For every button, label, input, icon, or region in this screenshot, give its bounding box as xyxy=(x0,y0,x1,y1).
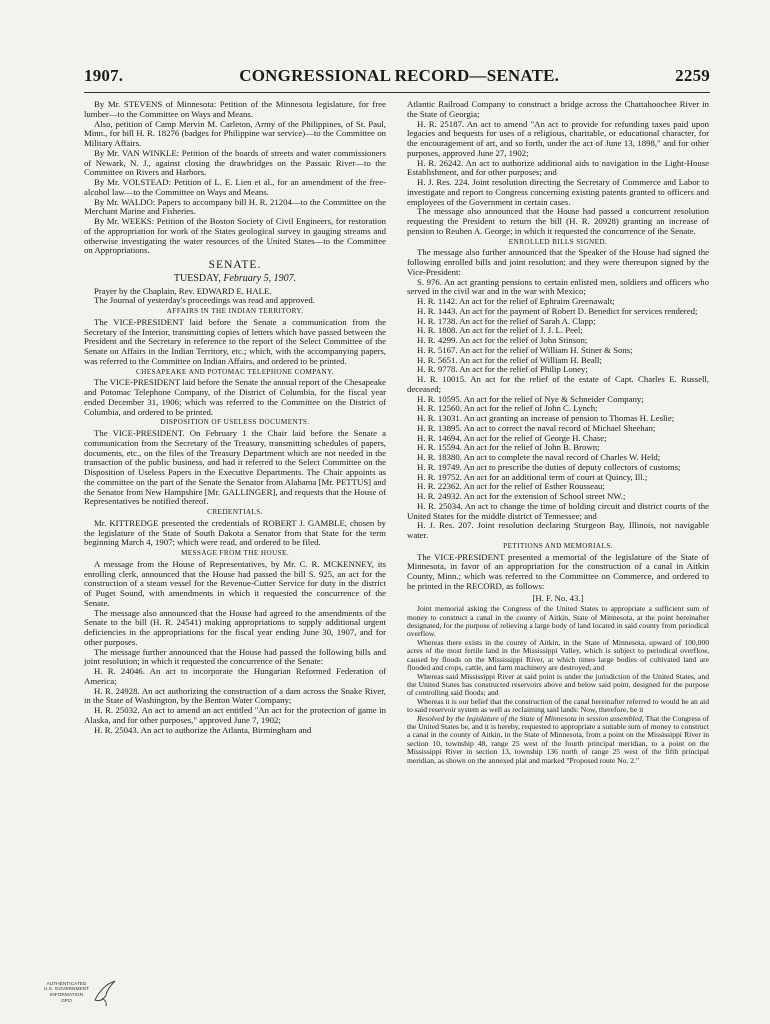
paragraph: H. R. 24928. An act authorizing the construction of a dam across the Snake River, in the State of Washington, by the Benton Water Company; xyxy=(84,685,386,706)
header-title: CONGRESSIONAL RECORD—SENATE. xyxy=(239,66,560,85)
list-item: H. R. 4299. An act for the relief of John Stinson; xyxy=(417,335,588,345)
paragraph: The message further announced that the House had passed the following bills and joint resolution; in which it requested the concurrence of the Senate: xyxy=(84,646,386,667)
paragraph: H. R. 24046. An act to incorporate the Hungarian Reformed Federation of America; xyxy=(84,666,386,686)
list-item: H. R. 10595. An act for the relief of Nye & Schneider Company; xyxy=(417,393,644,404)
list-item: H. R. 14694. An act for the relief of George H. Chase; xyxy=(417,432,607,443)
list-item: H. R. 1443. An act for the payment of Robert D. Benedict for services rendered; xyxy=(417,305,698,316)
senate-heading: SENATE. xyxy=(208,259,262,271)
eagle-icon xyxy=(92,978,118,1008)
list-item: H. R. 5167. An act for the relief of William H. Stiner & Sons; xyxy=(417,344,633,355)
list-item: H. R. 18380. An act to complete the naval record of Charles W. Held; xyxy=(417,452,661,462)
list-item: H. R. 5651. An act for the relief of William H. Beall; xyxy=(417,354,602,365)
section-heading: AFFAIRS IN THE INDIAN TERRITORY. xyxy=(166,307,304,315)
list-item: H. R. 10015. An act for the relief of the estate of Capt. Charles E. Russell, deceased; xyxy=(407,374,709,394)
paragraph: Atlantic Railroad Company to construct a bridge across the Chattahoochee River in the State of Georgia; xyxy=(407,99,709,119)
paragraph: Whereas it is our belief that the construction of the canal hereinafter referred to would be an aid to said reservoir system as well as reclaiming said lands: Now, therefore, be it xyxy=(407,696,709,715)
paragraph: By Mr. STEVENS of Minnesota: Petition of the Minnesota legislature, for free lumber—to the Committee on Ways and Means. xyxy=(84,99,386,119)
section-heading: CREDENTIALS. xyxy=(207,508,263,516)
right-column xyxy=(407,100,709,765)
header-page-number: 2259 xyxy=(675,66,710,85)
paragraph: H. R. 25187. An act to amend "An act to provide for refunding taxes paid upon legacies and bequests for uses of a religious, charitable, or educational character, for the encouragement of art, and so forth, under the act of June 13, 1898," and for other purposes, approved June 27, 1902; xyxy=(407,118,709,158)
list-item: H. R. 1738. An act for the relief of Sarah A. Clapp; xyxy=(417,315,596,326)
list-item: H. R. 9778. An act for the relief of Philip Loney; xyxy=(417,364,588,375)
left-column xyxy=(84,100,386,735)
paragraph: The VICE-PRESIDENT presented a memorial of the legislature of the State of Minnesota, in favor of an appropriation for the construction of a canal in Aitkin County, Minn.; which was referred to the Committee on Commerce, and ordered to be printed in the RECORD, as follows: xyxy=(407,551,709,591)
paragraph: H. R. 26242. An act to authorize additional aids to navigation in the Light-House Establishment, and for other purposes; and xyxy=(407,157,709,178)
section-heading: CHESAPEAKE AND POTOMAC TELEPHONE COMPANY. xyxy=(135,367,335,376)
paragraph: By Mr. WALDO: Papers to accompany bill H. R. 21204—to the Committee on the Merchant Marine and Fisheries. xyxy=(84,196,386,217)
list-item: H. R. 13031. An act granting an increase of pension to Thomas H. Leslie; xyxy=(417,413,675,423)
paragraph: H. R. 25043. An act to authorize the Atlanta, Birmingham and xyxy=(94,724,312,735)
paragraph: By Mr. WEEKS: Petition of the Boston Society of Civil Engineers, for restoration of the appropriation for work of the States geological survey in gauging streams and otherwise investigating the water resources of the United States—to the Committee on Appropriations. xyxy=(84,216,386,256)
list-item: H. R. 1808. An act for the relief of J. J. L. Peel; xyxy=(417,325,583,336)
paragraph: Resolved by the legislature of the State of Minnesota in session assembled, That the Congress of the United States be, and it is hereby, requested to appropriate a suitable sum of money to construct a canal in the county of Aitkin, in the State of Minnesota, from a point on the Mississippi River in section 10, township 48, range 25 west of the fourth principal meridian, to a point on the Mississippi River in section 13, township 136 north of range 25 west of the fifth principal meridian, as shown on the annexed plat and marked "Proposed route No. 2." xyxy=(407,713,709,765)
paragraph: The message also further announced that the Speaker of the House had signed the following enrolled bills and joint resolution; and they were thereupon signed by the Vice-President: xyxy=(407,247,709,277)
session-date: TUESDAY, February 5, 1907. xyxy=(173,272,297,284)
paragraph: The VICE-PRESIDENT laid before the Senate a communication from the Secretary of the Interior, transmitting copies of letters which have passed between the President and the Secretary in reference to the report of the Select Committee of the Senate on Affairs in the Indian Territory, etc.; which, with the accompanying papers, was referred to the Committee on Indian Affairs, and ordered to be printed. xyxy=(84,316,386,366)
list-item: H. R. 1142. An act for the relief of Ephraim Greenawalt; xyxy=(417,296,615,306)
paragraph: The VICE-PRESIDENT. On February 1 the Chair laid before the Senate a communication from the Secretary of the Treasury, transmitting schedules of papers, documents, etc., on the files of the Treasury Department which are not needed in the transaction of the public business, and had it referred to the Select Committee on the Disposition of Useless Papers in the Executive Departments. The Chair appoints as the committee on the part of the Senate the Senator from Alabama [Mr. PETTUS] and the Senator from New Hampshire [Mr. GALLINGER], and requests that the House of Representatives be notified thereof. xyxy=(84,428,386,507)
list-item: H. R. 19752. An act for an additional term of court at Quincy, Ill.; xyxy=(417,471,648,482)
paragraph: H. R. 25032. An act to amend an act entitled "An act for the protection of game in Alaska, and for other purposes," approved June 7, 1902; xyxy=(84,705,386,725)
list-item: H. R. 13895. An act to correct the naval record of Michael Sheehan; xyxy=(417,422,656,433)
paragraph: The VICE-PRESIDENT laid before the Senate the annual report of the Chesapeake and Potomac Telephone Company, of the District of Columbia, for the fiscal year ended December 31, 1906; which was referred to the Committee on the District of Columbia, and ordered to be printed. xyxy=(84,377,386,417)
header-rule xyxy=(84,92,710,93)
paragraph: A message from the House of Representatives, by Mr. C. R. MCKENNEY, its enrolling clerk, announced that the House had passed the bill S. 925, an act for the construction of a steam vessel for the Revenue-Cutter Service for duty in the district of Puget Sound, with amendments in which it requested the concurrence of the Senate. xyxy=(84,558,386,608)
paragraph: The Journal of yesterday's proceedings was read and approved. xyxy=(94,295,315,306)
section-heading: MESSAGE FROM THE HOUSE. xyxy=(180,549,290,557)
paragraph: H. J. Res. 224. Joint resolution directing the Secretary of Commerce and Labor to investigate and report to Congress concerning existing patents granted to officers and employees of the Government in certain cases. xyxy=(407,177,709,207)
header-year: 1907. xyxy=(84,66,124,85)
list-item: H. R. 12560. An act for the relief of John C. Lynch; xyxy=(417,403,598,414)
section-heading: ENROLLED BILLS SIGNED. xyxy=(508,237,608,246)
list-item: H. R. 25034. An act to change the time of holding circuit and district courts of the United States for the middle district of Tennessee; and xyxy=(407,500,709,521)
paragraph: Whereas said Mississippi River at said point is under the jurisdiction of the United States, and the United States has constructed reservoirs above and below said point, designed for the purpose of controlling said floods; and xyxy=(407,671,709,698)
list-item: H. R. 24932. An act for the extension of School street NW.; xyxy=(417,491,626,501)
list-item: H. R. 15594. An act for the relief of John B. Brown; xyxy=(417,442,600,453)
section-heading: PETITIONS AND MEMORIALS. xyxy=(503,541,613,550)
page-header xyxy=(84,66,710,86)
section-heading: DISPOSITION OF USELESS DOCUMENTS. xyxy=(160,418,310,427)
paragraph: The message also announced that the House had passed a concurrent resolution requesting the President to return the bill (H. R. 20928) granting an increase of pension to Reuben A. George; in which it requested the concurrence of the Senate. xyxy=(407,206,709,236)
paragraph: Also, petition of Camp Mervin M. Carleton, Army of the Philippines, of St. Paul, Minn., for bill H. R. 18276 (badges for Philippine war service)—to the Committee on Military Affairs. xyxy=(84,118,386,148)
memorial-text xyxy=(407,605,709,765)
paragraph: Joint memorial asking the Congress of the United States to appropriate a sufficient sum of money to construct a canal in the county of Aitkin, State of Minnesota, at the point hereinafter designated, for the purpose of relieving a large body of land located in said county from periodical overflow. xyxy=(407,604,709,639)
paragraph: S. 976. An act granting pensions to certain enlisted men, soldiers and officers who served in the civil war and in the war with Mexico; xyxy=(407,276,709,297)
paragraph: By Mr. VOLSTEAD: Petition of L. E. Lien et al., for an amendment of the free-alcohol law—to the Committee on Ways and Means. xyxy=(84,177,386,197)
list-item: H. R. 22362. An act for the relief of Esther Rousseau; xyxy=(417,481,605,492)
list-item: H. R. 19749. An act to prescribe the duties of deputy collectors of customs; xyxy=(417,461,681,472)
gpo-logo-text: AUTHENTICATED U.S. GOVERNMENT INFORMATION GPO xyxy=(44,981,90,1004)
gpo-authentication-logo xyxy=(44,978,118,1008)
paragraph: By Mr. VAN WINKLE: Petition of the boards of streets and water commissioners of Newark, N. J., against closing the drawbridges on the Passaic River—to the Committee on Rivers and Harbors. xyxy=(84,147,386,178)
paragraph: The message also announced that the House had agreed to the amendments of the Senate to the bill (H. R. 24541) making appropriations to supply additional urgent deficiencies in the appropriations for the fiscal year ending June 30, 1907, and for other purposes. xyxy=(84,607,386,647)
list-item: H. J. Res. 207. Joint resolution declaring Sturgeon Bay, Illinois, not navigable water. xyxy=(407,520,709,540)
paragraph: Mr. KITTREDGE presented the credentials of ROBERT J. GAMBLE, chosen by the legislature of the State of South Dakota a Senator from that State for the term beginning March 4, 1907; which were read, and ordered to be filed. xyxy=(84,517,386,548)
paragraph: Prayer by the Chaplain, Rev. EDWARD E. HALE. xyxy=(94,285,272,296)
document-reference: [H. F. No. 43.] xyxy=(532,592,584,603)
paragraph: Whereas there exists in the county of Aitkin, in the State of Minnesota, upward of 100,000 acres of the most fertile land in the Mississippi Valley, which is subject to periodical overflow, caused by floods on the Mississippi River, at which times large bodies of cultivated land are flooded and crops, cattle, and farm machinery are destroyed; and xyxy=(407,637,709,673)
